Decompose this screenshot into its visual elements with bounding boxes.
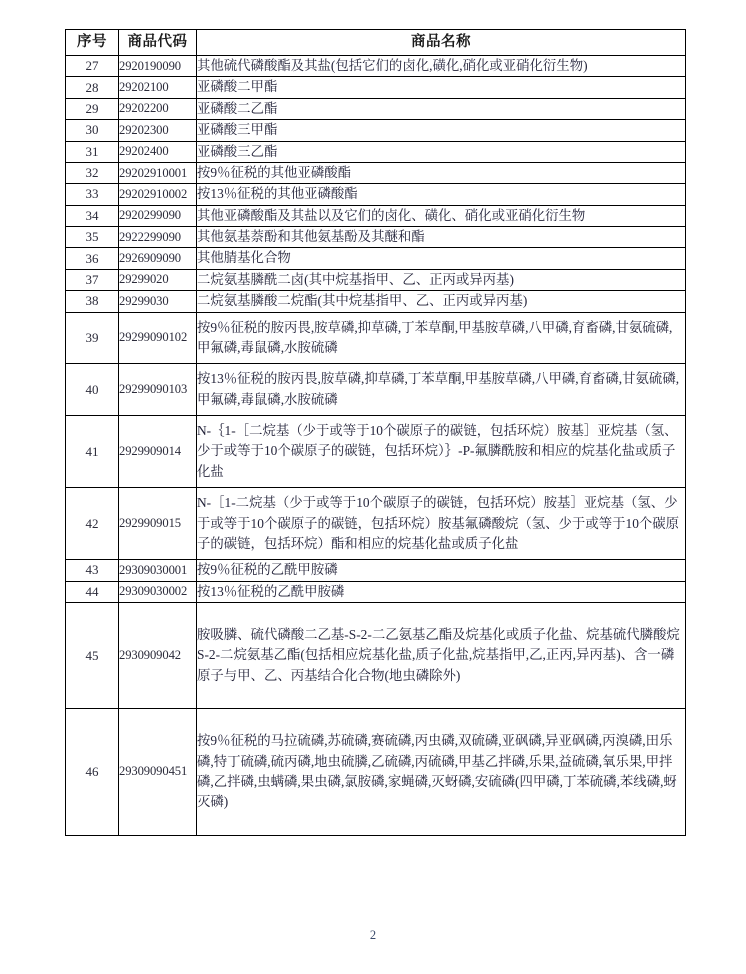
- cell-code: 29309090451: [119, 709, 197, 836]
- cell-code: 29299020: [119, 269, 197, 290]
- table-header: [66, 30, 686, 56]
- table-row: [66, 291, 686, 312]
- cell-code: 29309030002: [119, 581, 197, 602]
- cell-name: 胺吸膦、硫代磷酸二乙基-S-2-二乙氨基乙酯及烷基化或质子化盐、烷基硫代膦酸烷S-2-二烷氨基乙酯(包括相应烷基化盐,质子化盐,烷基指甲,乙,正丙,异丙基)、含一磷原子与甲、乙、丙基结合化合物(地虫磷除外): [197, 603, 686, 709]
- cell-name: 按9％征税的其他亚磷酸酯: [197, 162, 686, 183]
- cell-seq: 38: [66, 291, 119, 312]
- cell-code: 2920299090: [119, 205, 197, 226]
- goods-table: [65, 29, 686, 836]
- cell-name: N-［1-二烷基（少于或等于10个碳原子的碳链，包括环烷）胺基］亚烷基（氢、少于或等于10个碳原子的碳链，包括环烷）胺基氟磷酸烷（氢、少于或等于10个碳原子的碳链，包括环烷）酯和相应的烷基化盐或质子化盐: [197, 488, 686, 560]
- cell-name: 亚磷酸三甲酯: [197, 120, 686, 141]
- cell-seq: 39: [66, 312, 119, 364]
- cell-name: N-｛1-［二烷基（少于或等于10个碳原子的碳链，包括环烷）胺基］亚烷基（氢、少于或等于10个碳原子的碳链，包括环烷）｝-P-氟膦酰胺和相应的烷基化盐或质子化盐: [197, 416, 686, 488]
- table-row: [66, 488, 686, 560]
- table-row: [66, 603, 686, 709]
- table-row: [66, 248, 686, 269]
- cell-name: 二烷氨基膦酸二烷酯(其中烷基指甲、乙、正丙或异丙基): [197, 291, 686, 312]
- cell-code: 2920190090: [119, 56, 197, 77]
- cell-seq: 33: [66, 184, 119, 205]
- cell-seq: 40: [66, 364, 119, 416]
- cell-name: 按13％征税的乙酰甲胺磷: [197, 581, 686, 602]
- table-row: [66, 709, 686, 836]
- cell-name: 亚磷酸三乙酯: [197, 141, 686, 162]
- cell-name: 按13％征税的其他亚磷酸酯: [197, 184, 686, 205]
- table-row: [66, 364, 686, 416]
- goods-table-container: [65, 29, 685, 836]
- table-body: [66, 56, 686, 836]
- table-row: [66, 581, 686, 602]
- cell-seq: 29: [66, 98, 119, 119]
- cell-code: 29202910002: [119, 184, 197, 205]
- cell-code: 29202300: [119, 120, 197, 141]
- cell-seq: 34: [66, 205, 119, 226]
- column-header-code: 商品代码: [119, 30, 197, 56]
- table-row: [66, 77, 686, 98]
- table-row: [66, 56, 686, 77]
- cell-seq: 37: [66, 269, 119, 290]
- cell-code: 29202200: [119, 98, 197, 119]
- table-row: [66, 184, 686, 205]
- column-header-name: 商品名称: [197, 30, 686, 56]
- cell-code: 2930909042: [119, 603, 197, 709]
- cell-seq: 32: [66, 162, 119, 183]
- table-row: [66, 269, 686, 290]
- table-row: [66, 227, 686, 248]
- table-row: [66, 141, 686, 162]
- cell-name: 其他氨基萘酚和其他氨基酚及其醚和酯: [197, 227, 686, 248]
- table-row: [66, 416, 686, 488]
- cell-seq: 44: [66, 581, 119, 602]
- table-header-row: [66, 30, 686, 56]
- cell-seq: 30: [66, 120, 119, 141]
- cell-seq: 41: [66, 416, 119, 488]
- table-row: [66, 312, 686, 364]
- cell-seq: 31: [66, 141, 119, 162]
- cell-name: 按9％征税的乙酰甲胺磷: [197, 560, 686, 581]
- cell-name: 亚磷酸二乙酯: [197, 98, 686, 119]
- table-row: [66, 120, 686, 141]
- cell-name: 二烷氨基膦酰二卤(其中烷基指甲、乙、正丙或异丙基): [197, 269, 686, 290]
- cell-code: 29299090102: [119, 312, 197, 364]
- cell-name: 亚磷酸二甲酯: [197, 77, 686, 98]
- cell-code: 29299030: [119, 291, 197, 312]
- cell-seq: 27: [66, 56, 119, 77]
- cell-code: 2922299090: [119, 227, 197, 248]
- cell-name: 按13％征税的胺丙畏,胺草磷,抑草磷,丁苯草酮,甲基胺草磷,八甲磷,育畜磷,甘氨硫磷,甲氟磷,毒鼠磷,水胺硫磷: [197, 364, 686, 416]
- column-header-seq: 序号: [66, 30, 119, 56]
- cell-code: 2929909015: [119, 488, 197, 560]
- cell-seq: 45: [66, 603, 119, 709]
- cell-seq: 43: [66, 560, 119, 581]
- cell-code: 2926909090: [119, 248, 197, 269]
- cell-code: 29309030001: [119, 560, 197, 581]
- cell-name: 其他硫代磷酸酯及其盐(包括它们的卤化,磺化,硝化或亚硝化衍生物): [197, 56, 686, 77]
- page-number: 2: [369, 928, 377, 942]
- table-row: [66, 162, 686, 183]
- cell-seq: 42: [66, 488, 119, 560]
- cell-seq: 35: [66, 227, 119, 248]
- cell-code: 29202400: [119, 141, 197, 162]
- table-row: [66, 98, 686, 119]
- cell-code: 29202910001: [119, 162, 197, 183]
- cell-code: 29299090103: [119, 364, 197, 416]
- cell-code: 2929909014: [119, 416, 197, 488]
- cell-name: 按9％征税的马拉硫磷,苏硫磷,赛硫磷,丙虫磷,双硫磷,亚砜磷,异亚砜磷,丙溴磷,田乐磷,特丁硫磷,硫丙磷,地虫硫膦,乙硫磷,丙硫磷,甲基乙拌磷,乐果,益硫磷,氧乐果,甲拌磷,乙拌磷,虫螨磷,果虫磷,氯胺磷,家蝇磷,灭蚜磷,安硫磷(四甲磷,丁苯硫磷,苯线磷,蚜灭磷): [197, 709, 686, 836]
- table-row: [66, 560, 686, 581]
- table-row: [66, 205, 686, 226]
- cell-code: 29202100: [119, 77, 197, 98]
- cell-name: 按9％征税的胺丙畏,胺草磷,抑草磷,丁苯草酮,甲基胺草磷,八甲磷,育畜磷,甘氨硫磷,甲氟磷,毒鼠磷,水胺硫磷: [197, 312, 686, 364]
- cell-name: 其他腈基化合物: [197, 248, 686, 269]
- cell-name: 其他亚磷酸酯及其盐以及它们的卤化、磺化、硝化或亚硝化衍生物: [197, 205, 686, 226]
- cell-seq: 28: [66, 77, 119, 98]
- cell-seq: 36: [66, 248, 119, 269]
- cell-seq: 46: [66, 709, 119, 836]
